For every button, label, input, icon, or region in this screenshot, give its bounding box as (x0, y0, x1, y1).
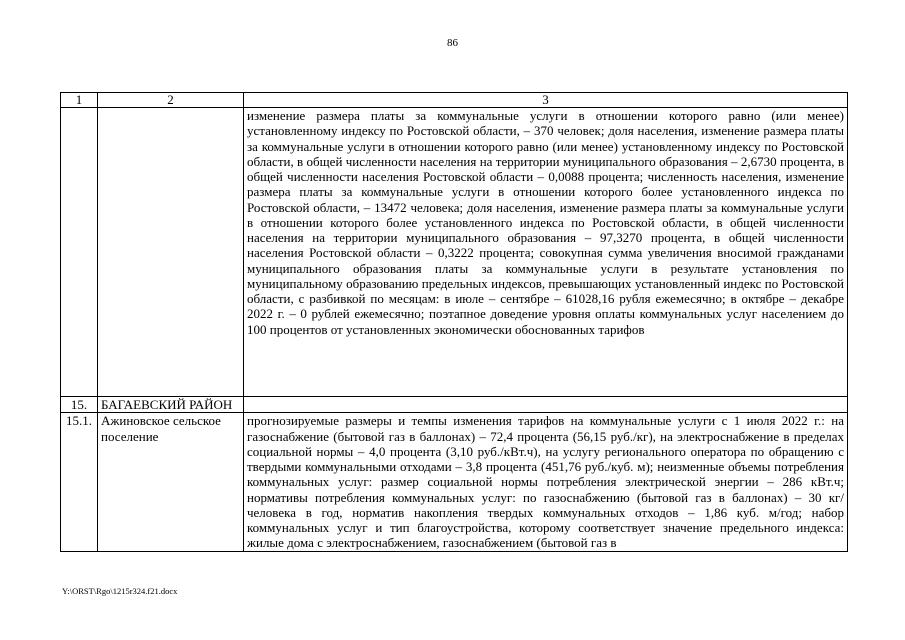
table-row (61, 108, 848, 397)
row-name: Ажиновское сельское поселение (98, 413, 244, 551)
column-header: 1 (61, 93, 98, 108)
row-text: прогнозируемые размеры и темпы изменения тарифов на коммунальные услуги с 1 июля 2022 г.: на газоснабжение (бытовой газ в баллонах) – 72,4 процента (56,15 руб./кг), на электроснабжение в пределах социальной нормы – 4,0 процента (3,10 руб./кВт.ч), на услугу регионального оператора по обращению с твердыми коммунальными отходами – 3,8 процента (451,76 руб./куб. м); неизменные объемы потребления коммунальных услуг: размер социальной нормы потребления электрической энергии – 286 кВт.ч; нормативы потребления коммунальных услуг: по газоснабжению (бытовой газ в баллонах) – 30 кг/человека в год, норматив накопления твердых коммунальных отходов – 1,86 куб. м/год; набор коммунальных услуг и тип благоустройства, которому соответствует значение предельного индекса: жилые дома с электроснабжением, газоснабжением (бытовой газ в (244, 413, 848, 551)
row-number: 15.1. (61, 413, 98, 551)
row-number: 15. (61, 397, 98, 413)
row-text: изменение размера платы за коммунальные услуги в отношении которого равно (или менее) установленному индексу по Ростовской области, – 370 человек; доля населения, изменение размера платы за коммунальные услуги в отношении которого равно (или менее) установленному индексу по Ростовской области, в общей численности населения на территории муниципального образования – 2,6730 процента, в общей численности населения Ростовской области – 0,0088 процента; численность населения, изменение размера платы за коммунальные услуги в отношении которого более установленного индекса по Ростовской области, – 13472 человека; доля населения, изменение размера платы за коммунальные услуги в отношении которого более установленного индекса по Ростовской области, в общей численности населения на территории муниципального образования – 97,3270 процента, в общей численности населения Ростовской области – 0,3222 процента; совокупная сумма увеличения вносимой гражданами муниципального образования платы за коммунальные услуги в результате установления по муниципальному образованию предельных индексов, превышающих установленный индекс по Ростовской области, с разбивкой по месяцам: в июле – сентябре – 61028,16 рубля ежемесячно; в октябре – декабре 2022 г. – 0 рублей ежемесячно; поэтапное доведение уровня оплаты коммунальных услуг населением до 100 процентов от установленных экономически обоснованных тарифов (244, 108, 848, 397)
page-number: 86 (447, 37, 458, 49)
row-name (98, 108, 244, 397)
file-path-footer: Y:\ORST\Rgo\1215r324.f21.docx (62, 586, 178, 596)
table-row (61, 413, 848, 551)
row-number (61, 108, 98, 397)
table-header-row (61, 93, 848, 108)
document-table (60, 92, 848, 552)
column-header: 3 (244, 93, 848, 108)
row-name: БАГАЕВСКИЙ РАЙОН (98, 397, 244, 413)
column-header: 2 (98, 93, 244, 108)
table-row (61, 397, 848, 413)
row-text (244, 397, 848, 413)
